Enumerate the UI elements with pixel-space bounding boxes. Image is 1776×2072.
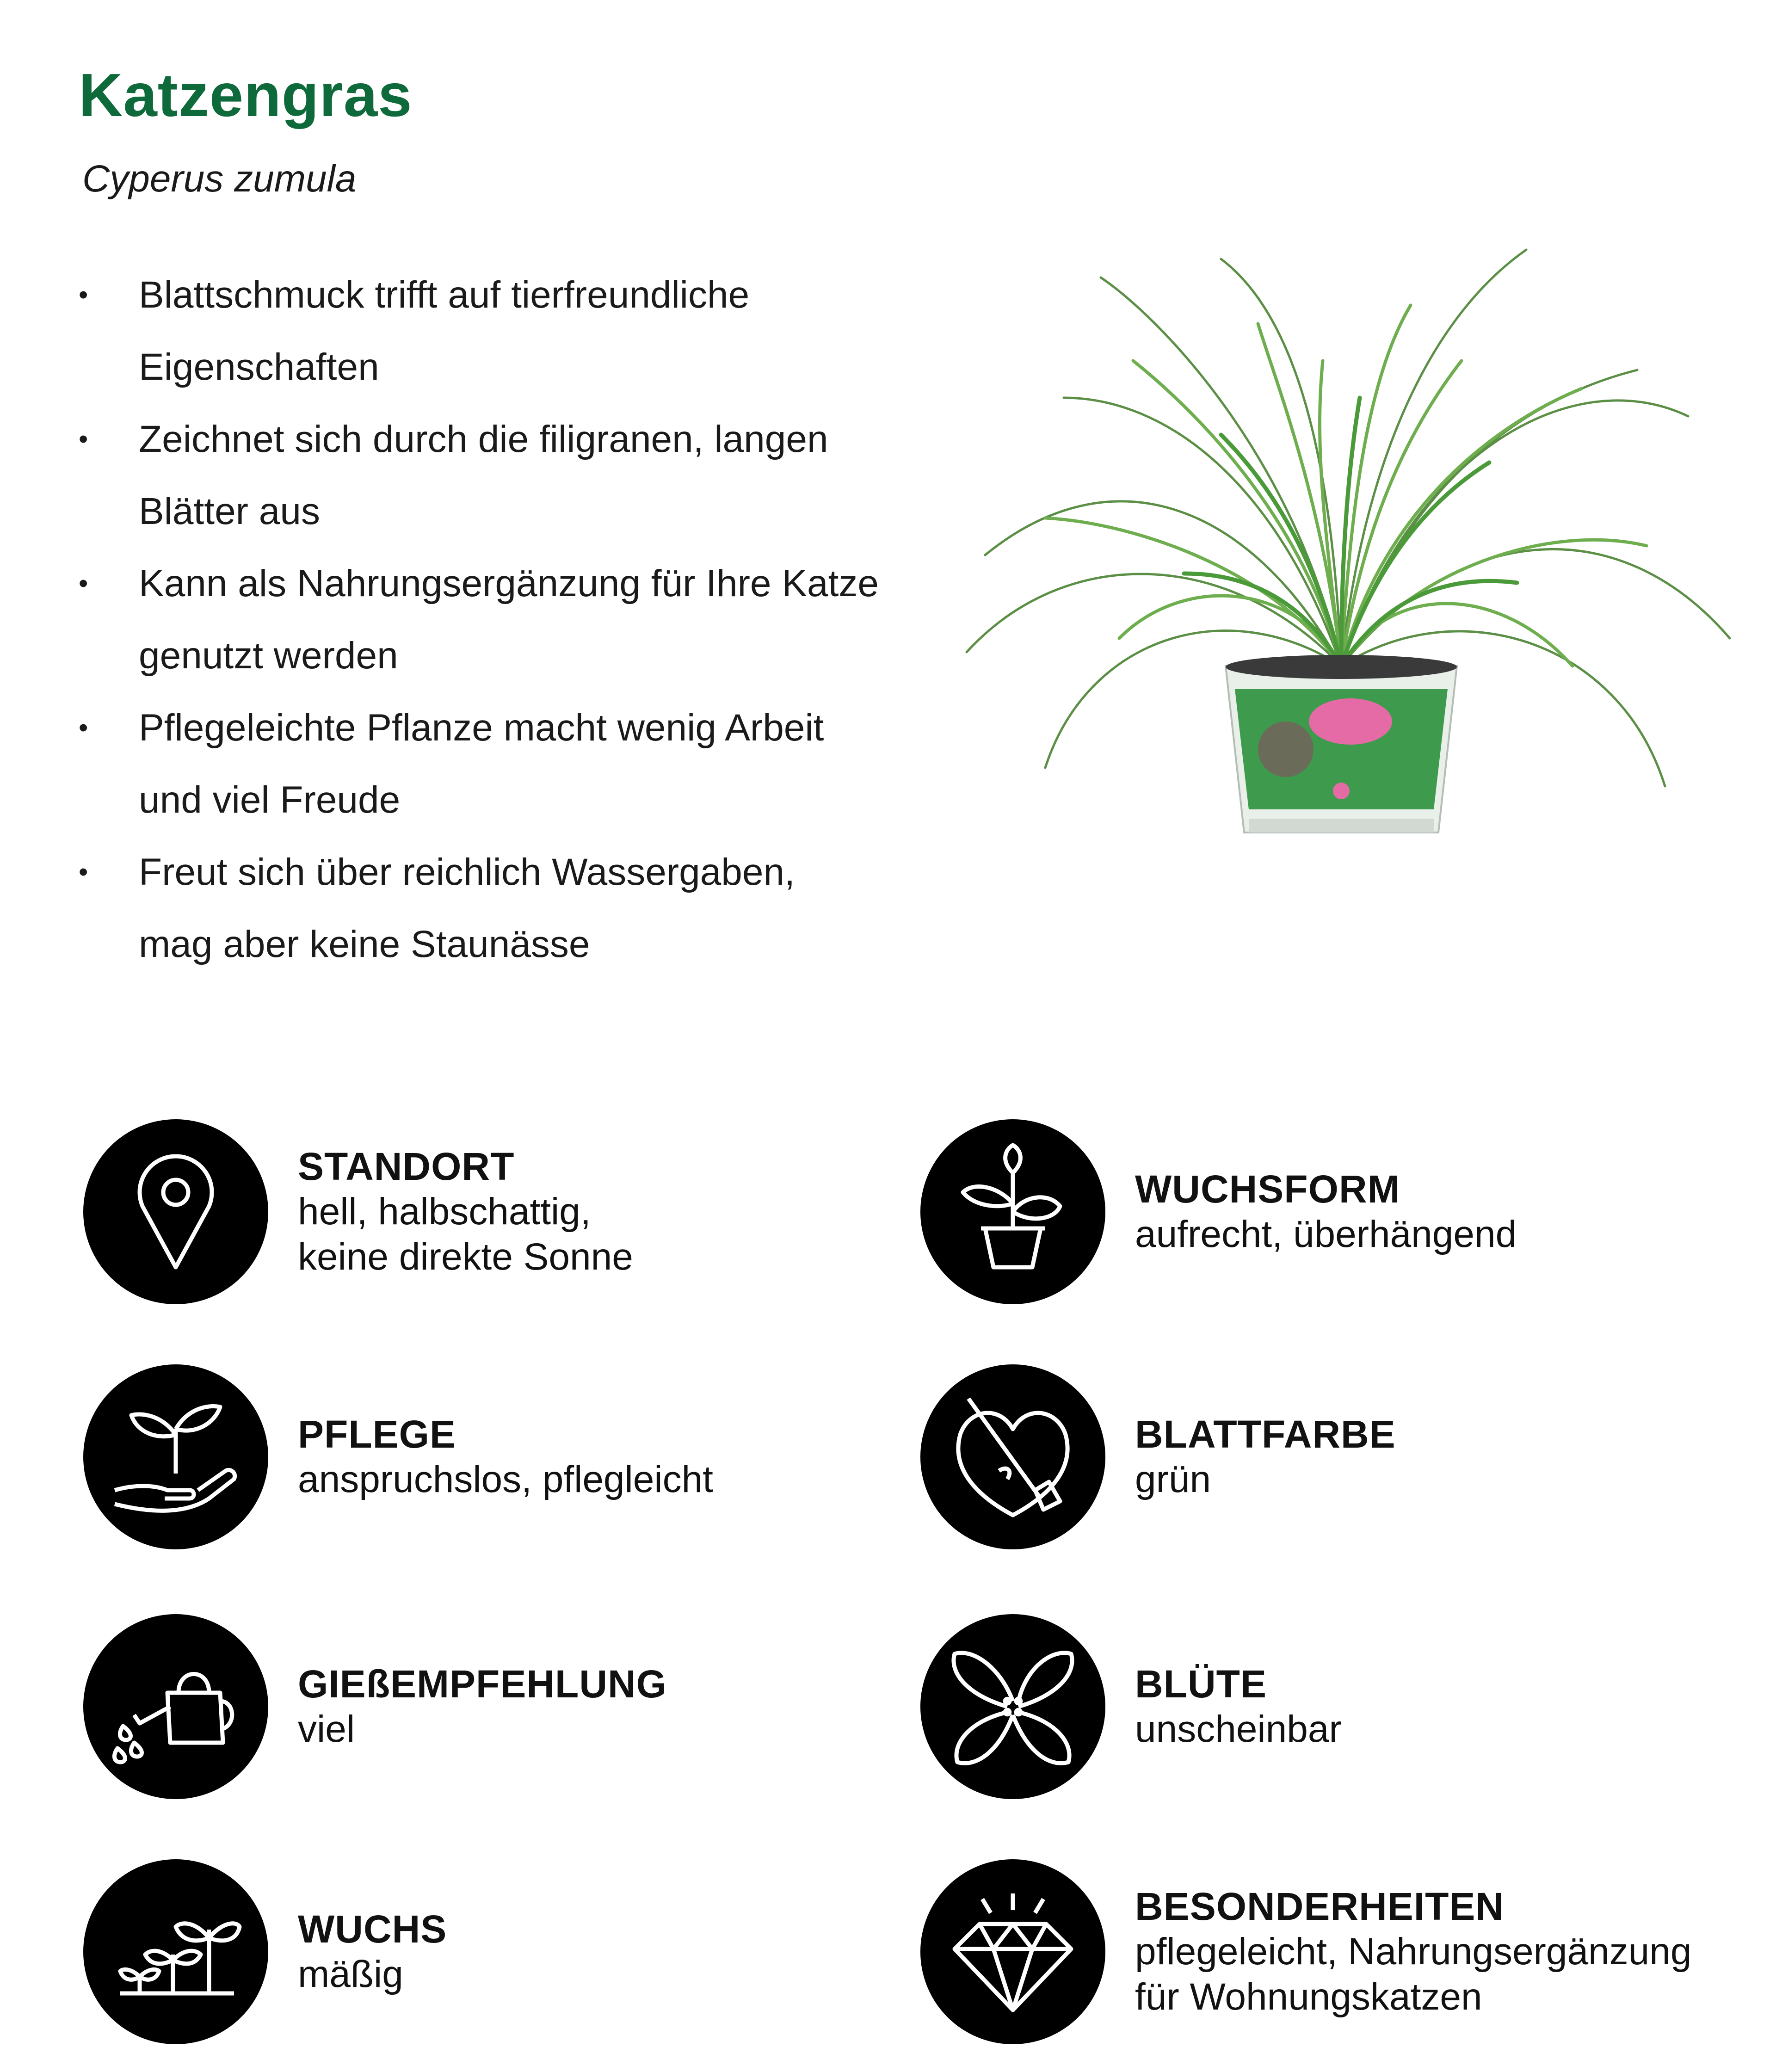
feature-value: hell, halbschattig, (298, 1190, 591, 1233)
feature-label: BLÜTE (1135, 1662, 1267, 1706)
leaf-brush-icon (920, 1364, 1105, 1549)
feature-value: keine direkte Sonne (298, 1236, 633, 1278)
bullet-item: • Zeichnet sich durch die filigranen, langen Blätter aus (79, 403, 957, 548)
sprouts-icon (83, 1859, 268, 2044)
feature-value: aufrecht, überhängend (1135, 1213, 1517, 1255)
feature-standort (83, 1119, 633, 1304)
feature-value: mäßig (298, 1953, 403, 1995)
feature-bullet-list (79, 259, 957, 980)
feature-label: WUCHSFORM (1135, 1167, 1400, 1211)
feature-blattfarbe (920, 1364, 1396, 1549)
feature-besonderheiten (920, 1859, 1692, 2044)
feature-value: viel (298, 1708, 355, 1750)
feature-value: grün (1135, 1458, 1211, 1500)
feature-value: anspruchslos, pflegleicht (298, 1458, 713, 1500)
feature-bluete (920, 1614, 1342, 1799)
feature-label: STANDORT (298, 1145, 515, 1188)
feature-label: BLATTFARBE (1135, 1412, 1396, 1456)
bullet-item: • Pflegeleichte Pflanze macht wenig Arbeit und viel Freude (79, 692, 957, 836)
feature-giessempfehlung (83, 1614, 667, 1799)
feature-label: GIEßEMPFEHLUNG (298, 1662, 667, 1706)
plant-photo (925, 222, 1758, 870)
feature-wuchsform (920, 1119, 1517, 1304)
bullet-item: • Kann als Nahrungsergänzung für Ihre Katze genutzt werden (79, 548, 957, 692)
bullet-item: • Blattschmuck trifft auf tierfreundliche Eigenschaften (79, 259, 957, 403)
feature-value: pflegeleicht, Nahrungsergänzung (1135, 1930, 1692, 1973)
potted-plant-icon (920, 1119, 1105, 1304)
feature-label: WUCHS (298, 1907, 447, 1951)
product-title: Katzengras (79, 61, 413, 129)
feature-value: unscheinbar (1135, 1708, 1342, 1750)
watering-can-icon (83, 1614, 268, 1799)
location-pin-icon (83, 1119, 268, 1304)
feature-label: BESONDERHEITEN (1135, 1885, 1505, 1928)
feature-pflege (83, 1364, 713, 1549)
bullet-item: • Freut sich über reichlich Wassergaben, mag aber keine Staunässe (79, 836, 957, 980)
diamond-icon (920, 1859, 1105, 2044)
latin-name: Cyperus zumula (82, 158, 357, 200)
feature-value: für Wohnungskatzen (1135, 1976, 1482, 2018)
feature-wuchs (83, 1859, 447, 2044)
flower-icon (920, 1614, 1105, 1799)
seedling-hand-icon (83, 1364, 268, 1549)
feature-label: PFLEGE (298, 1412, 456, 1456)
